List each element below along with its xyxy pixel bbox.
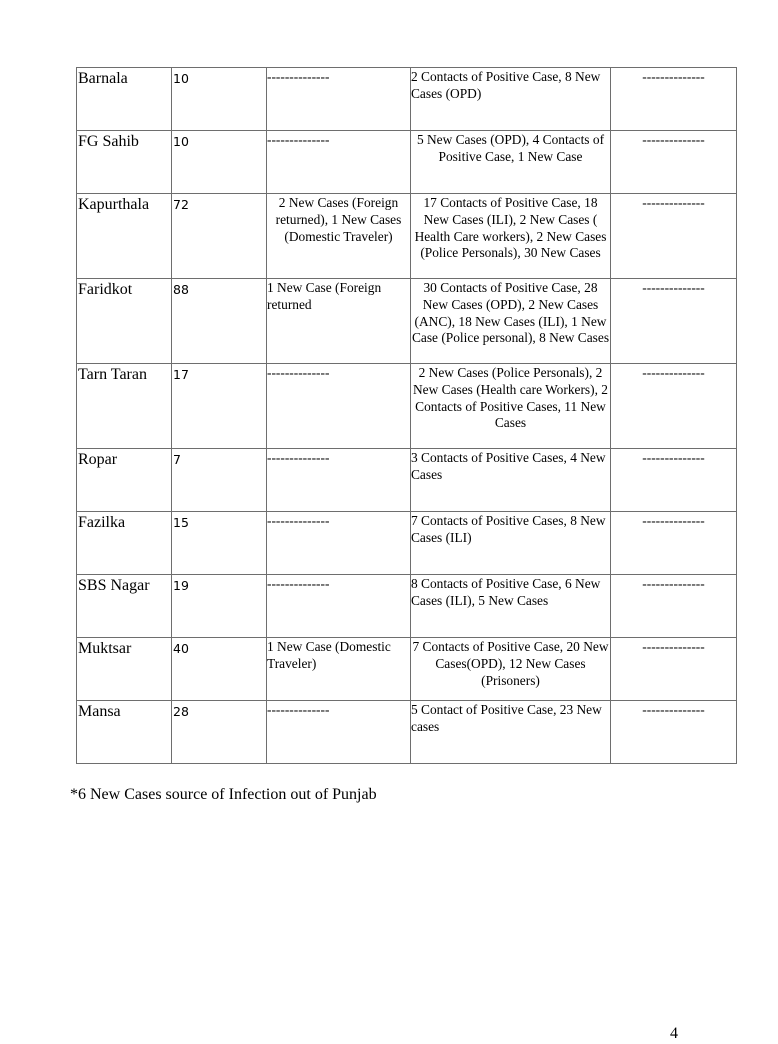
table-row xyxy=(77,638,737,701)
district-name: SBS Nagar xyxy=(77,575,172,638)
case-details-cell: 7 Contacts of Positive Case, 20 New Cases(OPD), 12 New Cases (Prisoners) xyxy=(411,638,611,701)
table-row xyxy=(77,279,737,364)
travel-cases-cell: -------------- xyxy=(267,68,411,131)
table-row xyxy=(77,449,737,512)
other-cases-cell: -------------- xyxy=(611,131,737,194)
case-count: 15 xyxy=(172,512,267,575)
case-details-cell: 3 Contacts of Positive Cases, 4 New Cases xyxy=(411,449,611,512)
case-details-cell: 5 Contact of Positive Case, 23 New cases xyxy=(411,701,611,764)
other-cases-cell: -------------- xyxy=(611,279,737,364)
case-count: 7 xyxy=(172,449,267,512)
case-details-cell: 2 New Cases (Police Personals), 2 New Cases (Health care Workers), 2 Contacts of Positive Cases, 11 New Cases xyxy=(411,364,611,449)
district-name: Tarn Taran xyxy=(77,364,172,449)
table-row xyxy=(77,701,737,764)
travel-cases-cell: 2 New Cases (Foreign returned), 1 New Cases (Domestic Traveler) xyxy=(267,194,411,279)
case-details-cell: 17 Contacts of Positive Case, 18 New Cases (ILI), 2 New Cases ( Health Care workers), 2 New Cases (Police Personals), 30 New Cases xyxy=(411,194,611,279)
district-name: Fazilka xyxy=(77,512,172,575)
travel-cases-cell: 1 New Case (Foreign returned xyxy=(267,279,411,364)
travel-cases-cell: -------------- xyxy=(267,364,411,449)
other-cases-cell: -------------- xyxy=(611,575,737,638)
footnote: *6 New Cases source of Infection out of Punjab xyxy=(70,786,377,803)
case-count: 19 xyxy=(172,575,267,638)
district-name: Muktsar xyxy=(77,638,172,701)
travel-cases-cell: -------------- xyxy=(267,449,411,512)
district-name: Barnala xyxy=(77,68,172,131)
travel-cases-cell: -------------- xyxy=(267,575,411,638)
other-cases-cell: -------------- xyxy=(611,194,737,279)
table-row xyxy=(77,364,737,449)
case-details-cell: 8 Contacts of Positive Case, 6 New Cases (ILI), 5 New Cases xyxy=(411,575,611,638)
district-name: Ropar xyxy=(77,449,172,512)
case-count: 10 xyxy=(172,68,267,131)
case-details-cell: 5 New Cases (OPD), 4 Contacts of Positive Case, 1 New Case xyxy=(411,131,611,194)
other-cases-cell: -------------- xyxy=(611,68,737,131)
table-row xyxy=(77,512,737,575)
case-count: 10 xyxy=(172,131,267,194)
district-name: Mansa xyxy=(77,701,172,764)
district-name: FG Sahib xyxy=(77,131,172,194)
other-cases-cell: -------------- xyxy=(611,701,737,764)
case-count: 88 xyxy=(172,279,267,364)
other-cases-cell: -------------- xyxy=(611,364,737,449)
travel-cases-cell: 1 New Case (Domestic Traveler) xyxy=(267,638,411,701)
case-count: 72 xyxy=(172,194,267,279)
district-name: Faridkot xyxy=(77,279,172,364)
case-details-cell: 2 Contacts of Positive Case, 8 New Cases (OPD) xyxy=(411,68,611,131)
district-cases-table xyxy=(76,67,737,764)
table-row xyxy=(77,131,737,194)
district-name: Kapurthala xyxy=(77,194,172,279)
page-number: 4 xyxy=(670,1025,678,1042)
case-details-cell: 7 Contacts of Positive Cases, 8 New Cases (ILI) xyxy=(411,512,611,575)
case-count: 40 xyxy=(172,638,267,701)
case-count: 28 xyxy=(172,701,267,764)
other-cases-cell: -------------- xyxy=(611,512,737,575)
travel-cases-cell: -------------- xyxy=(267,512,411,575)
other-cases-cell: -------------- xyxy=(611,638,737,701)
case-details-cell: 30 Contacts of Positive Case, 28 New Cases (OPD), 2 New Cases (ANC), 18 New Cases (ILI), 1 New Case (Police personal), 8 New Cases xyxy=(411,279,611,364)
case-count: 17 xyxy=(172,364,267,449)
other-cases-cell: -------------- xyxy=(611,449,737,512)
travel-cases-cell: -------------- xyxy=(267,701,411,764)
table-row xyxy=(77,68,737,131)
table-row xyxy=(77,575,737,638)
table-row xyxy=(77,194,737,279)
travel-cases-cell: -------------- xyxy=(267,131,411,194)
